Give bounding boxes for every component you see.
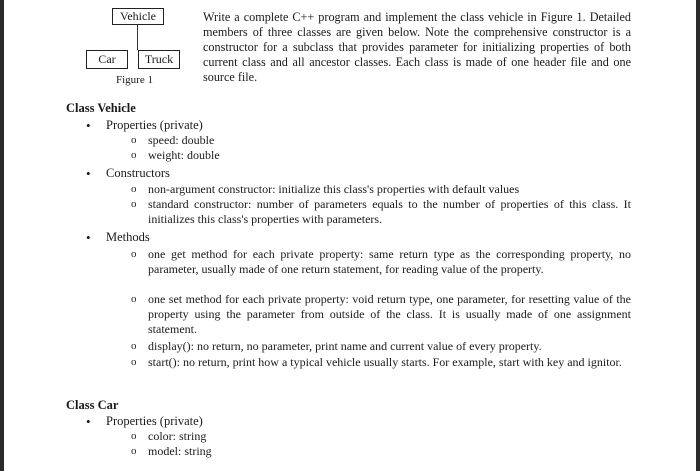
class-car-heading: Class Car [66,398,119,412]
left-dark-edge [0,0,4,471]
vehicle-constructors-bullet [90,166,170,181]
class-vehicle-heading: Class Vehicle [66,101,136,115]
method-item: o start(): no return, print how a typical vehicle usually starts. For example, start with key and ignitor. [131,355,622,369]
method-item: o one set method for each private property: void return type, one parameter, for resetting value of the property using the parameter from outside of the class. It is usually made of one assignment statement. [131,292,631,336]
vehicle-property-item: o weight: double [131,148,220,162]
figure-caption: Figure 1 [116,74,153,86]
vehicle-properties-bullet [90,118,203,133]
bullet-label: Constructors [106,166,170,180]
car-property-item: o color: string [131,429,207,443]
constructor-item: o standard constructor: number of parameters equals to the number of properties of this class. It initializes this class's properties with parameters. [131,197,631,226]
method-item: o display(): no return, no parameter, print name and current value of every property. [131,339,542,353]
intro-paragraph: Write a complete C++ program and implement the class vehicle in Figure 1. Detailed members of three classes are given below. Note the comprehensive constructor is a constructor for a subclass that provides parameter for initializing properties of both current class and all ancestor classes. Each class is made of one header file and one source file. [203,10,631,84]
vehicle-methods-bullet [90,230,150,245]
bullet-label: Properties (private) [106,414,203,428]
vehicle-property-item: o speed: double [131,133,215,147]
right-dark-edge [696,0,700,471]
car-class-box: Car [86,50,128,69]
bullet-label: Properties (private) [106,118,203,132]
inheritance-line [137,24,138,50]
constructor-item: o non-argument constructor: initialize this class's properties with default values [131,182,520,196]
car-property-item: o model: string [131,444,212,458]
class-diagram [76,0,196,90]
car-properties-bullet [90,414,203,429]
method-item: o one get method for each private property: same return type as the corresponding property, no parameter, usually made of one return statement, for reading value of the property. [131,247,631,276]
vehicle-class-box: Vehicle [112,8,164,25]
bullet-label: Methods [106,230,150,244]
truck-class-box: Truck [138,50,180,69]
